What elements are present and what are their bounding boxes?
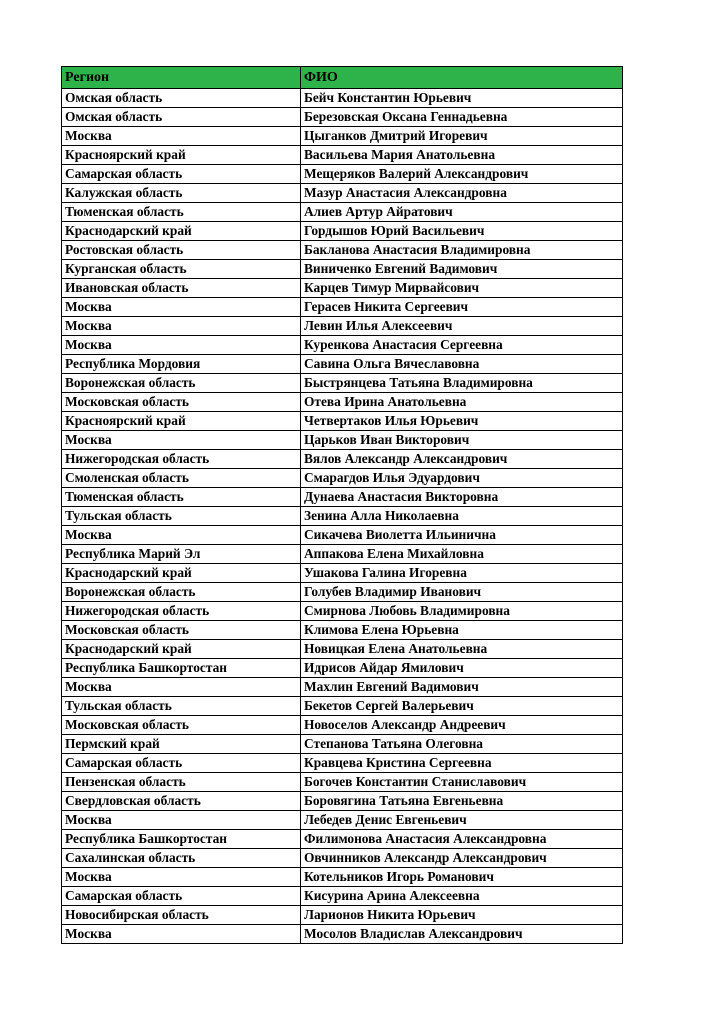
table-row (62, 355, 623, 374)
table-row (62, 602, 623, 621)
table-body (62, 89, 623, 944)
name-cell: Савина Ольга Вячеславовна (301, 355, 623, 374)
region-cell: Москва (62, 431, 301, 450)
table-row (62, 735, 623, 754)
name-cell: Котельников Игорь Романович (301, 868, 623, 887)
name-cell: Цыганков Дмитрий Игоревич (301, 127, 623, 146)
table-row (62, 488, 623, 507)
table-row (62, 241, 623, 260)
table-header (62, 67, 623, 89)
region-cell: Москва (62, 811, 301, 830)
header-region: Регион (62, 67, 301, 89)
name-cell: Мещеряков Валерий Александрович (301, 165, 623, 184)
table-row (62, 906, 623, 925)
name-cell: Сикачева Виолетта Ильинична (301, 526, 623, 545)
region-cell: Воронежская область (62, 583, 301, 602)
table-row (62, 716, 623, 735)
name-cell: Бакланова Анастасия Владимировна (301, 241, 623, 260)
table-row (62, 811, 623, 830)
table-row (62, 374, 623, 393)
table-row (62, 260, 623, 279)
participants-sheet (61, 66, 622, 944)
region-cell: Красноярский край (62, 146, 301, 165)
region-cell: Москва (62, 678, 301, 697)
name-cell: Березовская Оксана Геннадьевна (301, 108, 623, 127)
region-cell: Нижегородская область (62, 602, 301, 621)
header-row (62, 67, 623, 89)
region-cell: Тюменская область (62, 203, 301, 222)
name-cell: Лебедев Денис Евгеньевич (301, 811, 623, 830)
name-cell: Быстрянцева Татьяна Владимировна (301, 374, 623, 393)
table-row (62, 621, 623, 640)
name-cell: Идрисов Айдар Ямилович (301, 659, 623, 678)
table-row (62, 317, 623, 336)
region-cell: Самарская область (62, 887, 301, 906)
region-cell: Москва (62, 868, 301, 887)
name-cell: Боровягина Татьяна Евгеньевна (301, 792, 623, 811)
table-row (62, 507, 623, 526)
region-cell: Республика Башкортостан (62, 659, 301, 678)
region-cell: Сахалинская область (62, 849, 301, 868)
region-cell: Республика Башкортостан (62, 830, 301, 849)
table-row (62, 184, 623, 203)
table-row (62, 89, 623, 108)
table-row (62, 583, 623, 602)
region-cell: Пензенская область (62, 773, 301, 792)
name-cell: Отева Ирина Анатольевна (301, 393, 623, 412)
region-cell: Пермский край (62, 735, 301, 754)
region-cell: Краснодарский край (62, 564, 301, 583)
region-cell: Московская область (62, 393, 301, 412)
table-row (62, 203, 623, 222)
region-cell: Московская область (62, 716, 301, 735)
participants-table (61, 66, 623, 944)
region-cell: Омская область (62, 108, 301, 127)
table-row (62, 222, 623, 241)
region-cell: Тульская область (62, 697, 301, 716)
header-name: ФИО (301, 67, 623, 89)
name-cell: Алиев Артур Айратович (301, 203, 623, 222)
name-cell: Овчинников Александр Александрович (301, 849, 623, 868)
name-cell: Богочев Константин Станиславович (301, 773, 623, 792)
table-row (62, 754, 623, 773)
region-cell: Республика Марий Эл (62, 545, 301, 564)
region-cell: Курганская область (62, 260, 301, 279)
region-cell: Свердловская область (62, 792, 301, 811)
name-cell: Климова Елена Юрьевна (301, 621, 623, 640)
name-cell: Новицкая Елена Анатольевна (301, 640, 623, 659)
table-row (62, 469, 623, 488)
table-row (62, 792, 623, 811)
table-row (62, 450, 623, 469)
table-row (62, 925, 623, 944)
name-cell: Бекетов Сергей Валерьевич (301, 697, 623, 716)
name-cell: Герасев Никита Сергеевич (301, 298, 623, 317)
region-cell: Москва (62, 127, 301, 146)
name-cell: Виниченко Евгений Вадимович (301, 260, 623, 279)
region-cell: Красноярский край (62, 412, 301, 431)
table-row (62, 108, 623, 127)
table-row (62, 165, 623, 184)
region-cell: Республика Мордовия (62, 355, 301, 374)
name-cell: Махлин Евгений Вадимович (301, 678, 623, 697)
table-row (62, 697, 623, 716)
name-cell: Васильева Мария Анатольевна (301, 146, 623, 165)
region-cell: Самарская область (62, 165, 301, 184)
name-cell: Карцев Тимур Мирвайсович (301, 279, 623, 298)
region-cell: Москва (62, 526, 301, 545)
name-cell: Аппакова Елена Михайловна (301, 545, 623, 564)
region-cell: Тюменская область (62, 488, 301, 507)
table-row (62, 336, 623, 355)
name-cell: Кравцева Кристина Сергеевна (301, 754, 623, 773)
table-row (62, 526, 623, 545)
name-cell: Кисурина Арина Алексеевна (301, 887, 623, 906)
table-row (62, 127, 623, 146)
table-row (62, 431, 623, 450)
table-row (62, 830, 623, 849)
name-cell: Мосолов Владислав Александрович (301, 925, 623, 944)
region-cell: Краснодарский край (62, 640, 301, 659)
name-cell: Четвертаков Илья Юрьевич (301, 412, 623, 431)
table-row (62, 849, 623, 868)
region-cell: Москва (62, 298, 301, 317)
region-cell: Московская область (62, 621, 301, 640)
region-cell: Москва (62, 336, 301, 355)
region-cell: Краснодарский край (62, 222, 301, 241)
name-cell: Мазур Анастасия Александровна (301, 184, 623, 203)
table-row (62, 393, 623, 412)
region-cell: Нижегородская область (62, 450, 301, 469)
table-row (62, 146, 623, 165)
region-cell: Новосибирская область (62, 906, 301, 925)
table-row (62, 773, 623, 792)
name-cell: Бейч Константин Юрьевич (301, 89, 623, 108)
name-cell: Зенина Алла Николаевна (301, 507, 623, 526)
region-cell: Москва (62, 317, 301, 336)
region-cell: Калужская область (62, 184, 301, 203)
table-row (62, 412, 623, 431)
name-cell: Царьков Иван Викторович (301, 431, 623, 450)
name-cell: Новоселов Александр Андреевич (301, 716, 623, 735)
region-cell: Воронежская область (62, 374, 301, 393)
name-cell: Смирнова Любовь Владимировна (301, 602, 623, 621)
table-row (62, 279, 623, 298)
name-cell: Филимонова Анастасия Александровна (301, 830, 623, 849)
region-cell: Ивановская область (62, 279, 301, 298)
name-cell: Смарагдов Илья Эдуардович (301, 469, 623, 488)
region-cell: Омская область (62, 89, 301, 108)
table-row (62, 678, 623, 697)
name-cell: Куренкова Анастасия Сергеевна (301, 336, 623, 355)
name-cell: Ларионов Никита Юрьевич (301, 906, 623, 925)
name-cell: Степанова Татьяна Олеговна (301, 735, 623, 754)
table-row (62, 868, 623, 887)
region-cell: Тульская область (62, 507, 301, 526)
name-cell: Дунаева Анастасия Викторовна (301, 488, 623, 507)
table-row (62, 545, 623, 564)
region-cell: Ростовская область (62, 241, 301, 260)
table-row (62, 887, 623, 906)
table-row (62, 298, 623, 317)
name-cell: Вялов Александр Александрович (301, 450, 623, 469)
name-cell: Левин Илья Алексеевич (301, 317, 623, 336)
region-cell: Самарская область (62, 754, 301, 773)
name-cell: Ушакова Галина Игоревна (301, 564, 623, 583)
name-cell: Гордышов Юрий Васильевич (301, 222, 623, 241)
table-row (62, 659, 623, 678)
table-row (62, 640, 623, 659)
name-cell: Голубев Владимир Иванович (301, 583, 623, 602)
region-cell: Смоленская область (62, 469, 301, 488)
region-cell: Москва (62, 925, 301, 944)
table-row (62, 564, 623, 583)
